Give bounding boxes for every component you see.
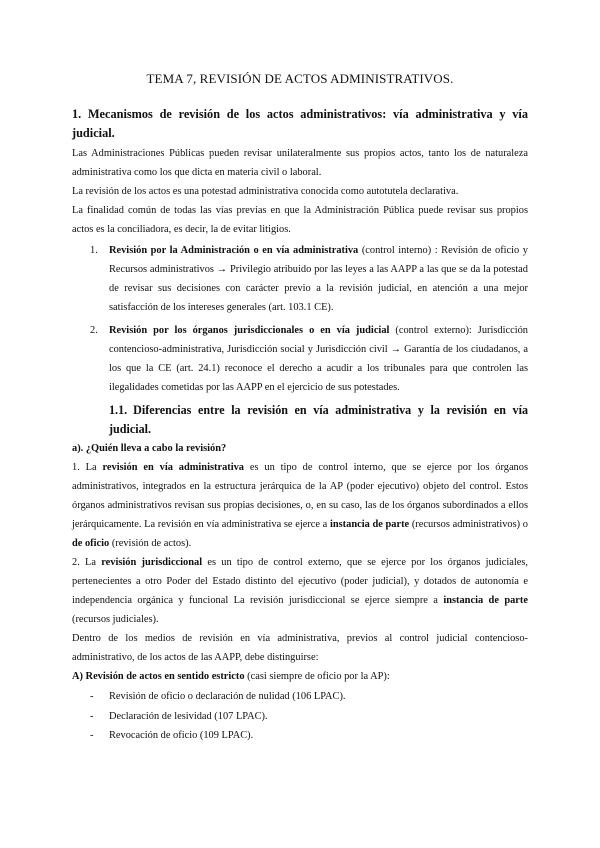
dash-bullet: -: [90, 710, 94, 722]
list-item-number: 2.: [90, 325, 98, 336]
document-title: TEMA 7, REVISIÓN DE ACTOS ADMINISTRATIVOS.: [146, 71, 454, 86]
list-item: [72, 687, 528, 706]
text-run: (revisión de actos).: [109, 538, 192, 549]
dash-bullet: -: [90, 691, 94, 702]
paragraph-revision-jurisdiccional: [72, 553, 528, 629]
list-item: [72, 241, 528, 317]
bold-run: de oficio: [72, 538, 110, 549]
bold-run: revisión en vía administrativa: [102, 462, 244, 473]
numbered-list: [72, 241, 528, 397]
text-run: 2. La: [72, 557, 102, 568]
text-run: es un tipo de control interno, que se ejerce por los órganos administrativos, integrados en la estructura jerárquica de la AP (poder ejecutivo) objeto del control. Estos órganos administrativos revisan sus propias decisiones, o, en su caso, las de los órganos subordinados a ellos jerárquicamente. La revisión en vía administrativa se ejerce a: [72, 462, 528, 530]
paragraph-autotutela: La revisión de los actos es una potestad administrativa conocida como autotutela declarativa.: [72, 186, 459, 197]
paragraph-finalidad: La finalidad común de todas las vías previas en que la Administración Pública puede revisar sus propios actos es la conciliadora, es decir, la de evitar litigios.: [72, 205, 528, 235]
list-item-text: Declaración de lesividad (107 LPAC).: [109, 710, 268, 722]
text-run: (recursos judiciales).: [72, 614, 159, 625]
dash-bullet: -: [90, 730, 94, 741]
list-item-text: (control interno) : Revisión de oficio y Recursos administrativos → Privilegio atribuido por las leyes a las AAPP a las que se da la potestad de revisar sus decisiones con carácter previo a la revisión judicial, en atención a una mejor satisfacción de los intereses generales (art. 103.1 CE).: [109, 245, 528, 313]
subheading-A: [72, 667, 528, 686]
list-item-number: 1.: [90, 245, 98, 256]
section-1-1-title: Diferencias entre la revisión en vía administrativa y la revisión en vía judicial.: [109, 403, 528, 436]
bold-run: A) Revisión de actos en sentido estricto: [72, 671, 245, 682]
text-run: (casi siempre de oficio por la AP):: [244, 671, 390, 682]
paragraph-dentro: Dentro de los medios de revisión en vía administrativa, previos al control judicial contencioso-administrativo, de los actos de las AAPP, debe distinguirse:: [72, 633, 528, 663]
section-1-heading: 1. Mecanismos de revisión de los actos administrativos: vía administrativa y vía judicial.: [72, 107, 528, 140]
section-1-1-number: 1.1.: [109, 403, 128, 417]
bold-run: revisión jurisdiccional: [101, 557, 203, 568]
list-item: [72, 321, 528, 397]
text-run: (recursos administrativos) o: [409, 519, 528, 530]
paragraph-revision-administrativa: [72, 458, 528, 553]
bold-run: instancia de parte: [443, 595, 528, 606]
text-run: 1. La: [72, 462, 103, 473]
list-item: [72, 707, 528, 726]
paragraph-intro: Las Administraciones Públicas pueden revisar unilateralmente sus propios actos, tanto los de naturaleza administrativa como los que dicta en materia civil o laboral.: [72, 148, 528, 178]
list-item: [72, 726, 528, 745]
list-item-bold: Revisión por la Administración o en vía administrativa: [109, 245, 359, 256]
document-body: [72, 105, 528, 746]
bold-run: instancia de parte: [329, 519, 410, 530]
list-item-text: Revocación de oficio (109 LPAC).: [109, 730, 254, 741]
dash-list: [72, 687, 528, 745]
list-item-text: Revisión de oficio o declaración de nulidad (106 LPAC).: [109, 691, 346, 702]
section-1-1-heading: [72, 401, 528, 439]
text-run: es un tipo de control externo, que se ejerce por los órganos judiciales, pertenecientes a otro Poder del Estado distinto del ejecutivo (poder judicial), y dotados de autonomía e independencia orgánica y funcional La revisión jurisdiccional se ejerce siempre a: [72, 557, 529, 606]
list-item-bold: Revisión por los órganos jurisdiccionales o en vía judicial: [109, 325, 390, 336]
list-item-text: (control externo): Jurisdicción contencioso-administrativa, Jurisdicción social y Jurisdicción civil → Garantía de los ciudadanos, a los que la CE (art. 24.1) reconoce el derecho a acudir a los tribunales para que controlen las ilegalidades cometidas por las AAPP en el ejercicio de sus potestades.: [109, 325, 528, 393]
subheading-a: a). ¿Quién lleva a cabo la revisión?: [72, 443, 227, 454]
